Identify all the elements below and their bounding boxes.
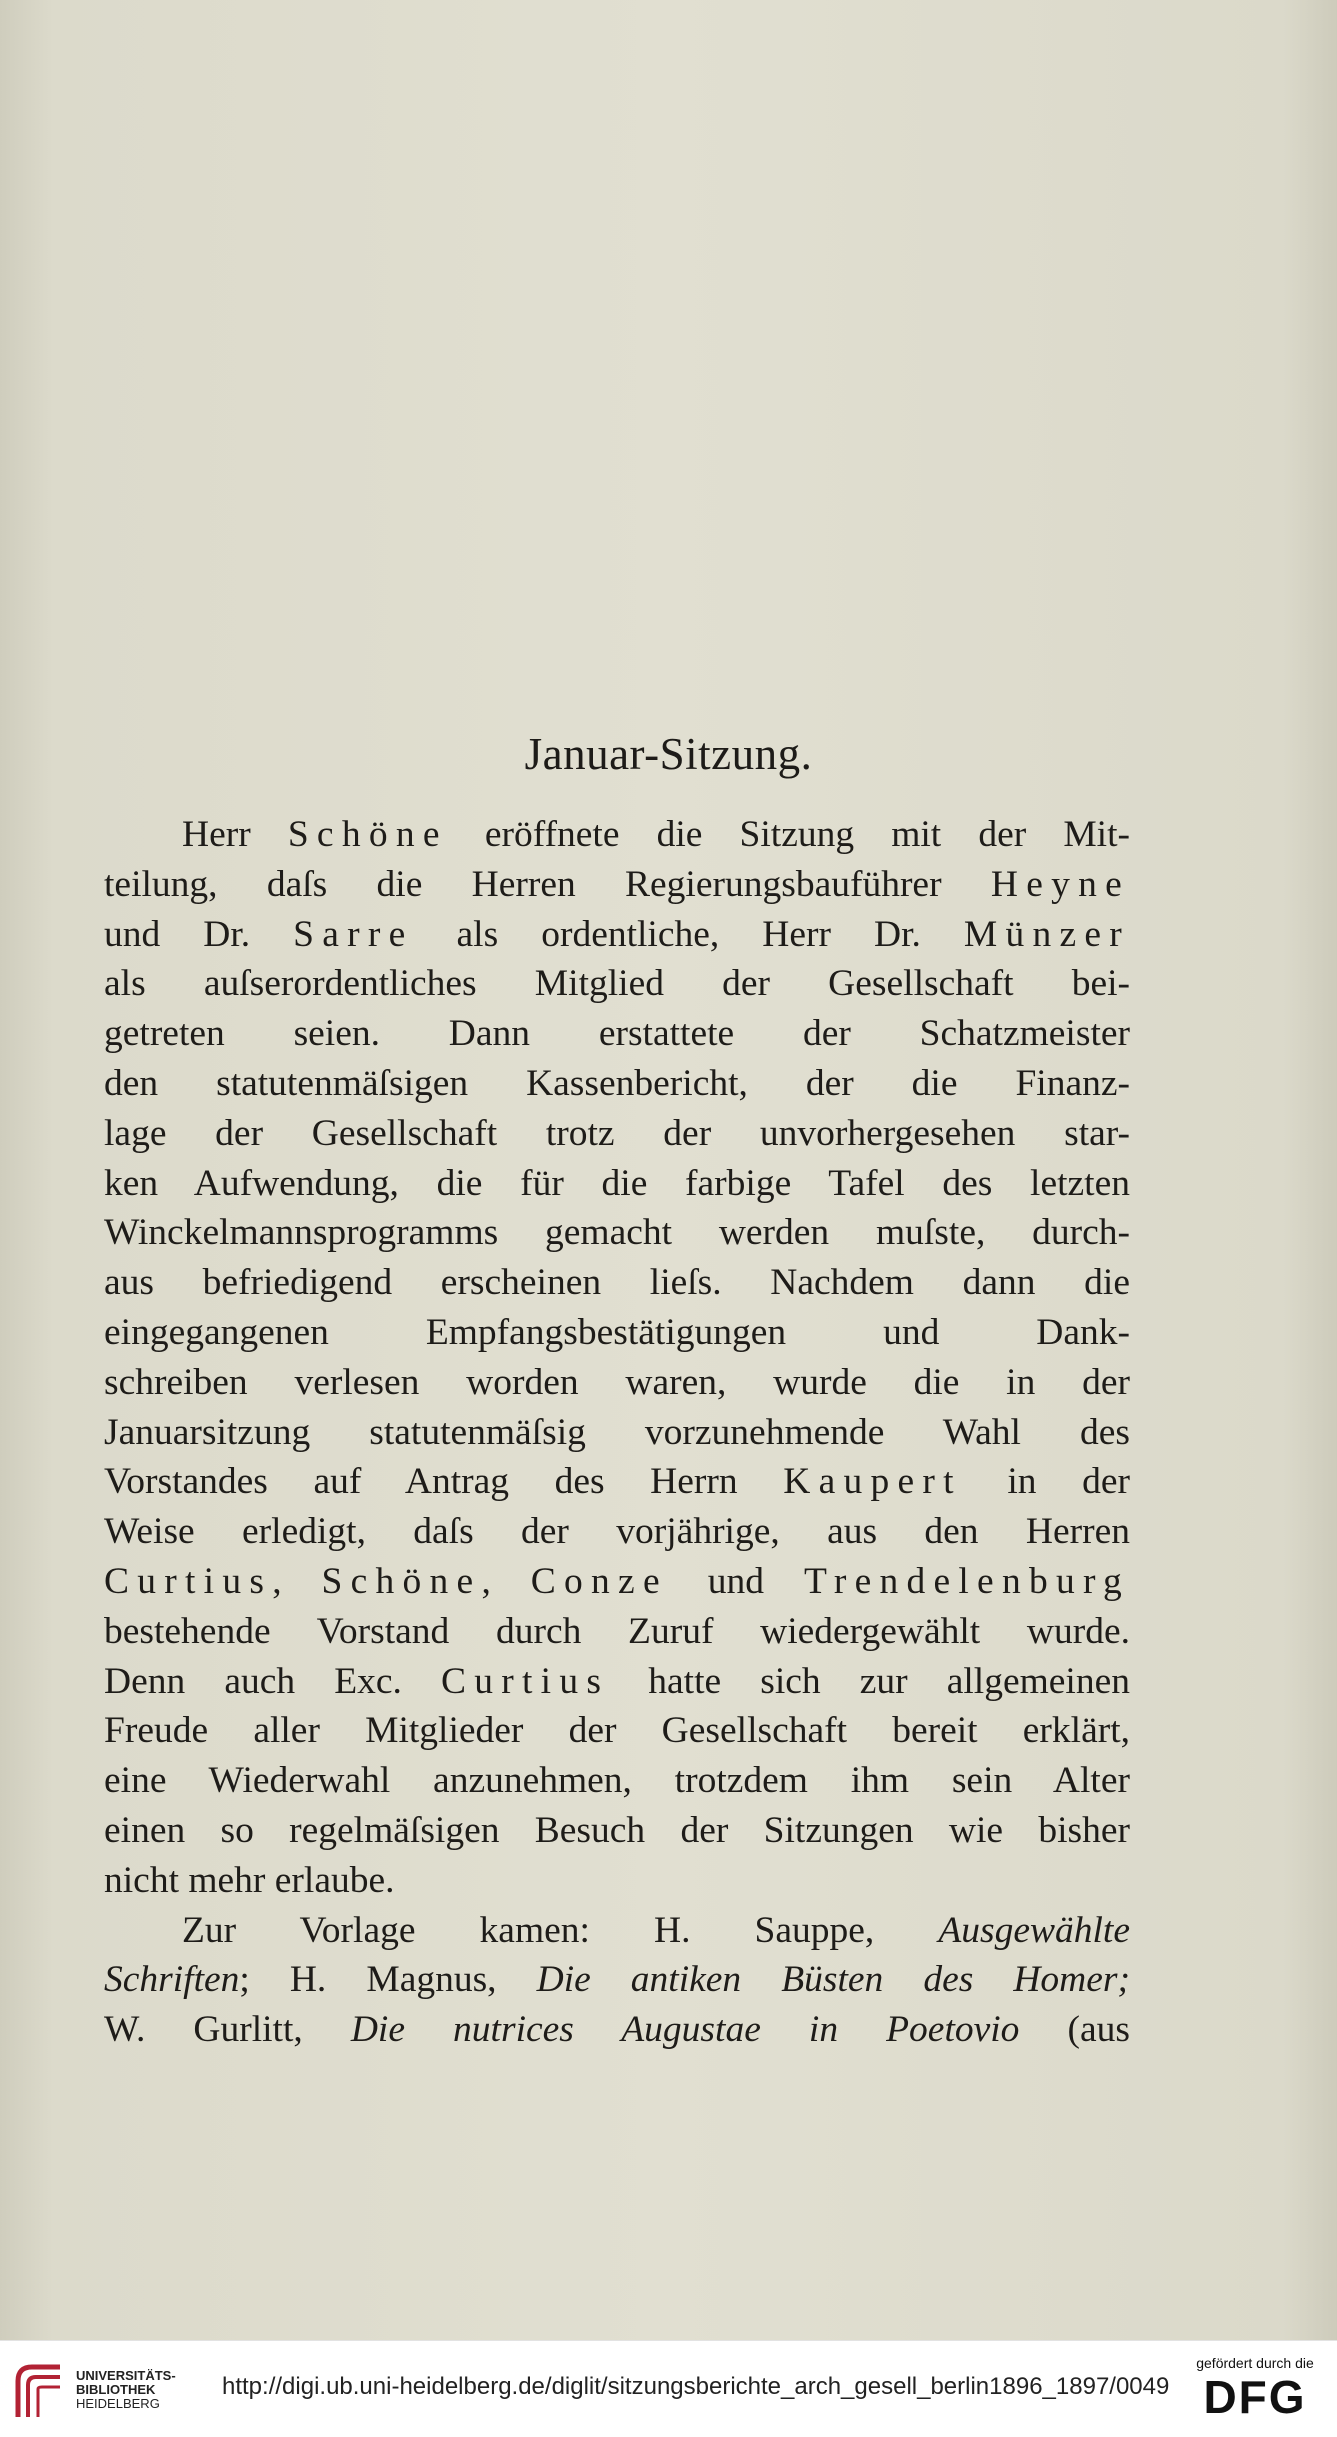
text-line: Winckelmannsprogramms gemacht werden muſste, durch- bbox=[104, 1212, 1130, 1254]
text-line: nicht mehr erlaube. bbox=[104, 1859, 395, 1901]
text-line: Schriften; H. Magnus, Die antiken Büsten des Homer; bbox=[104, 1959, 1130, 2001]
text-line: lage der Gesellschaft trotz der unvorhergesehen star- bbox=[104, 1112, 1130, 1154]
text-line: getreten seien. Dann erstattete der Schatzmeister bbox=[104, 1013, 1130, 1055]
text-line: W. Gurlitt, Die nutrices Augustae in Poetovio (aus bbox=[104, 2009, 1130, 2051]
funding-notice bbox=[1180, 2355, 1330, 2423]
text-line: eine Wiederwahl anzunehmen, trotzdem ihm sein Alter bbox=[104, 1760, 1130, 1802]
text-line: aus befriedigend erscheinen lieſs. Nachdem dann die bbox=[104, 1262, 1130, 1304]
library-name: UNIVERSITÄTS- BIBLIOTHEK HEIDELBERG bbox=[76, 2368, 176, 2411]
library-logo-icon bbox=[12, 2361, 66, 2421]
text-line: Curtius, Schöne, Conze und Trendelenburg bbox=[104, 1560, 1131, 1602]
text-line: eingegangenen Empfangsbestätigungen und Dank- bbox=[104, 1311, 1130, 1353]
text-line: Zur Vorlage kamen: H. Sauppe, Ausgewählte bbox=[182, 1909, 1130, 1951]
page-heading: Januar-Sitzung. bbox=[524, 729, 813, 779]
body-text bbox=[104, 810, 1130, 2055]
text-line: Vorstandes auf Antrag des Herrn Kaupert in der bbox=[104, 1461, 1130, 1503]
text-line: schreiben verlesen worden waren, wurde die in der bbox=[104, 1361, 1130, 1403]
text-line: Denn auch Exc. Curtius hatte sich zur allgemeinen bbox=[104, 1660, 1130, 1702]
text-line: Herr Schöne eröffnete die Sitzung mit der Mit- bbox=[182, 814, 1130, 855]
text-line: und Dr. Sarre als ordentliche, Herr Dr. Münzer bbox=[104, 913, 1130, 955]
text-line: bestehende Vorstand durch Zuruf wiedergewählt wurde. bbox=[104, 1610, 1130, 1652]
text-line: einen so regelmäſsigen Besuch der Sitzungen wie bisher bbox=[104, 1809, 1130, 1851]
text-line: Weise erledigt, daſs der vorjährige, aus den Herren bbox=[104, 1511, 1130, 1553]
text-line: ken Aufwendung, die für die farbige Tafel des letzten bbox=[104, 1162, 1130, 1204]
funding-caption: gefördert durch die bbox=[1196, 2355, 1314, 2371]
digitization-footer bbox=[0, 2340, 1337, 2437]
dfg-logo: DFG bbox=[1203, 2371, 1307, 2423]
text-line: Januarsitzung statutenmäſsig vorzunehmende Wahl des bbox=[104, 1411, 1130, 1453]
text-line: den statutenmäſsigen Kassenbericht, der die Finanz- bbox=[104, 1062, 1130, 1104]
text-line: als auſserordentliches Mitglied der Gesellschaft bei- bbox=[104, 963, 1130, 1005]
text-line: Freude aller Mitglieder der Gesellschaft bereit erklärt, bbox=[104, 1710, 1130, 1752]
text-line: teilung, daſs die Herren Regierungsbauführer Heyne bbox=[104, 863, 1130, 905]
permalink-url[interactable]: http://digi.ub.uni-heidelberg.de/diglit/sitzungsberichte_arch_gesell_berlin1896_1897/0049 bbox=[222, 2373, 1170, 2400]
